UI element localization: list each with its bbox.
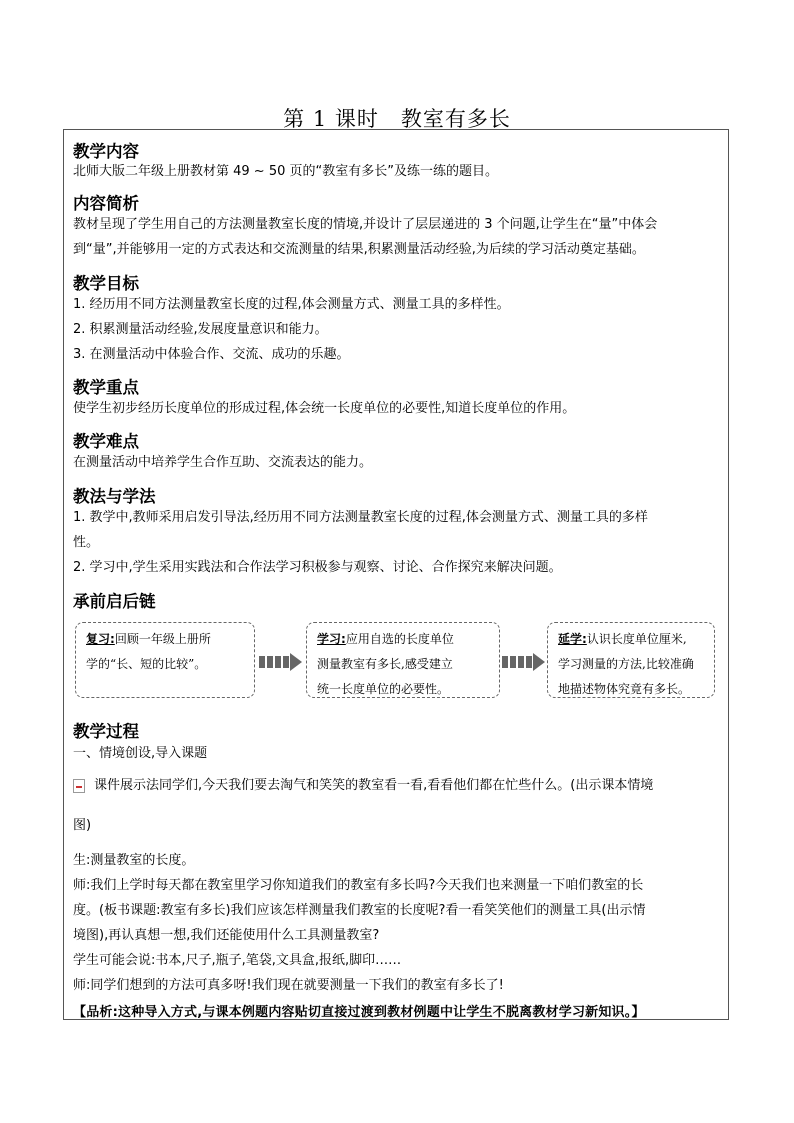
process-line-8: 师:同学们想到的方法可真多呀!我们现在就要测量一下我们的教室有多长了! [73, 978, 504, 993]
difficulty-text: 在测量活动中培养学生合作互助、交流表达的能力。 [73, 455, 373, 470]
methods-line-3: 2. 学习中,学生采用实践法和合作法学习积极参与观察、讨论、合作探究来解决问题。 [73, 560, 562, 575]
process-line-7: 学生可能会说:书本,尺子,瓶子,笔袋,文具盒,报纸,脚印…… [73, 953, 402, 968]
extend-line-1: 认识长度单位厘米, [586, 632, 687, 646]
heading-process: 教学过程 [73, 722, 139, 741]
goal-line-3: 3. 在测量活动中体验合作、交流、成功的乐趣。 [73, 347, 350, 362]
heading-methods: 教法与学法 [73, 487, 156, 506]
process-subheading: 一、情境创设,导入课题 [73, 746, 208, 761]
process-line-1: 课件展示法同学们,今天我们要去淘气和笑笑的教室看一看,看看他们都在忙些什么。(出示课本情境 [94, 778, 654, 793]
learn-line-2: 测量教室有多长,感受建立 [317, 657, 453, 671]
arrow-icon [502, 653, 546, 671]
process-line-6: 境图),再认真想一想,我们还能使用什么工具测量教室? [73, 928, 380, 943]
process-line-2: 图) [73, 818, 92, 833]
review-line-1: 回顾一年级上册所 [114, 632, 211, 646]
learn-box [306, 622, 500, 698]
extend-label: 延学: [558, 632, 587, 646]
extend-line-2: 学习测量的方法,比较准确 [558, 657, 694, 671]
arrow-icon [259, 653, 303, 671]
learn-label: 学习: [317, 632, 346, 646]
summary-line-1: 教材呈现了学生用自己的方法测量教室长度的情境,并设计了层层递进的 3 个问题,让学生在“量”中体会 [73, 217, 658, 232]
document-icon [73, 779, 85, 793]
goal-line-2: 2. 积累测量活动经验,发展度量意识和能力。 [73, 322, 328, 337]
learn-line-3: 统一长度单位的必要性。 [317, 682, 450, 696]
methods-line-2: 性。 [73, 535, 100, 550]
heading-summary: 内容简析 [73, 194, 139, 213]
heading-key: 教学重点 [73, 378, 139, 397]
analysis-note: 【品析:这种导入方式,与课本例题内容贴切直接过渡到教材例题中让学生不脱离教材学习新知识。】 [73, 1005, 645, 1020]
heading-chain: 承前启后链 [73, 592, 156, 611]
goal-line-1: 1. 经历用不同方法测量教室长度的过程,体会测量方式、测量工具的多样性。 [73, 297, 510, 312]
methods-line-1: 1. 教学中,教师采用启发引导法,经历用不同方法测量教室长度的过程,体会测量方式、测量工具的多样 [73, 510, 648, 525]
heading-difficulty: 教学难点 [73, 432, 139, 451]
process-line-4: 师:我们上学时每天都在教室里学习你知道我们的教室有多长吗?今天我们也来测量一下咱们教室的长 [73, 878, 644, 893]
extend-box [547, 622, 715, 698]
extend-line-3: 地描述物体究竟有多长。 [558, 682, 691, 696]
review-label: 复习: [86, 632, 115, 646]
process-line-5: 度。(板书课题:教室有多长)我们应该怎样测量我们教室的长度呢?看一看笑笑他们的测量工具(出示情 [73, 903, 646, 918]
process-line-3: 生:测量教室的长度。 [73, 853, 195, 868]
review-line-2: 学的“长、短的比较”。 [86, 657, 207, 671]
heading-goals: 教学目标 [73, 274, 139, 293]
summary-line-2: 到“量”,并能够用一定的方式表达和交流测量的结果,积累测量活动经验,为后续的学习活动奠定基础。 [73, 242, 645, 257]
key-text: 使学生初步经历长度单位的形成过程,体会统一长度单位的必要性,知道长度单位的作用。 [73, 401, 576, 416]
learn-line-1: 应用自选的长度单位 [345, 632, 454, 646]
content-text: 北师大版二年级上册教材第 49 ~ 50 页的“教室有多长”及练一练的题目。 [73, 164, 498, 179]
page-title: 第 1 课时 教室有多长 [283, 107, 511, 131]
review-box [75, 622, 255, 698]
heading-content: 教学内容 [73, 142, 139, 161]
